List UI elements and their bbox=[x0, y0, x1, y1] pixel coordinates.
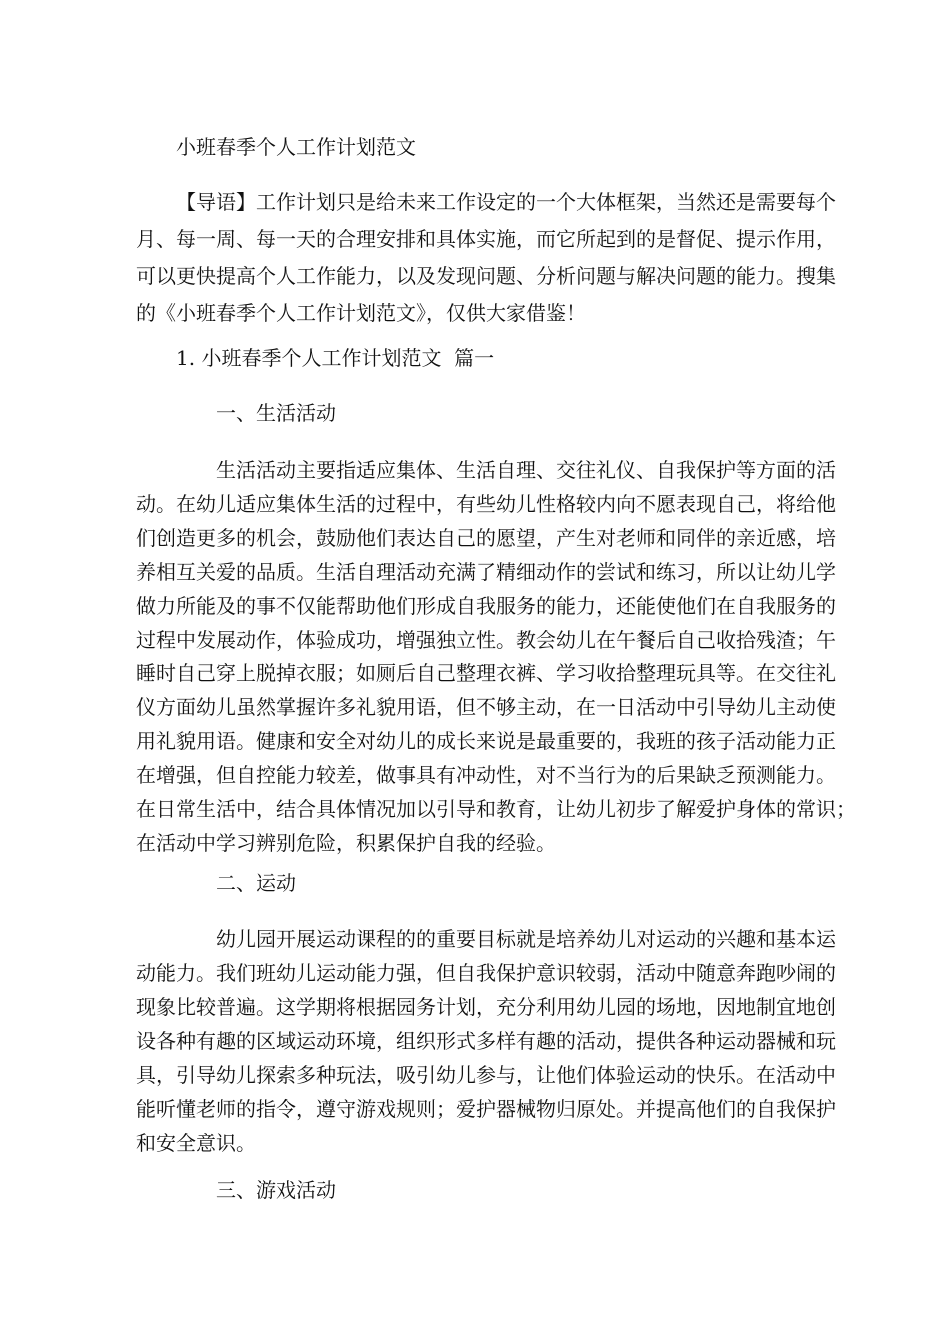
body-line: 在活动中学习辨别危险，积累保护自我的经验。 bbox=[136, 831, 556, 855]
body-line: 设各种有趣的区域运动环境，组织形式多样有趣的活动，提供各种运动器械和玩 bbox=[136, 1029, 836, 1053]
section-heading: 三、游戏活动 bbox=[216, 1178, 336, 1202]
body-line: 生活活动主要指适应集体、生活自理、交往礼仪、自我保护等方面的活 bbox=[216, 458, 836, 482]
body-line: 仪方面幼儿虽然掌握许多礼貌用语，但不够主动，在一日活动中引导幼儿主动使 bbox=[136, 695, 836, 719]
body-line: 和安全意识。 bbox=[136, 1131, 256, 1155]
body-line: 动。在幼儿适应集体生活的过程中，有些幼儿性格较内向不愿表现自己，将给他 bbox=[136, 492, 836, 516]
intro-line: 可以更快提高个人工作能力，以及发现问题、分析问题与解决问题的能力。搜集 bbox=[136, 264, 836, 288]
body-line: 们创造更多的机会，鼓励他们表达自己的愿望，产生对老师和同伴的亲近感，培 bbox=[136, 526, 836, 550]
intro-line: 的《小班春季个人工作计划范文》，仅供大家借鉴！ bbox=[136, 301, 586, 325]
body-line: 具，引导幼儿探索多种玩法，吸引幼儿参与，让他们体验运动的快乐。在活动中 bbox=[136, 1063, 836, 1087]
body-line: 养相互关爱的品质。生活自理活动充满了精细动作的尝试和练习，所以让幼儿学 bbox=[136, 560, 836, 584]
body-line: 在日常生活中，结合具体情况加以引导和教育，让幼儿初步了解爱护身体的常识； bbox=[136, 797, 856, 821]
body-line: 幼儿园开展运动课程的的重要目标就是培养幼儿对运动的兴趣和基本运 bbox=[216, 927, 836, 951]
document-title: 小班春季个人工作计划范文 bbox=[176, 135, 416, 159]
body-line: 用礼貌用语。健康和安全对幼儿的成长来说是最重要的，我班的孩子活动能力正 bbox=[136, 729, 836, 753]
body-line: 做力所能及的事不仅能帮助他们形成自我服务的能力，还能使他们在自我服务的 bbox=[136, 594, 836, 618]
body-line: 过程中发展动作，体验成功，增强独立性。教会幼儿在午餐后自己收拾残渣；午 bbox=[136, 628, 836, 652]
body-line: 在增强，但自控能力较差，做事具有冲动性，对不当行为的后果缺乏预测能力。 bbox=[136, 763, 836, 787]
intro-line: 月、每一周、每一天的合理安排和具体实施，而它所起到的是督促、提示作用， bbox=[136, 227, 836, 251]
section-heading: 一、生活活动 bbox=[216, 401, 336, 425]
body-line: 能听懂老师的指令，遵守游戏规则；爱护器械物归原处。并提高他们的自我保护 bbox=[136, 1097, 836, 1121]
article-heading: 1. 小班春季个人工作计划范文 篇一 bbox=[176, 346, 495, 370]
body-line: 现象比较普遍。这学期将根据园务计划，充分利用幼儿园的场地，因地制宜地创 bbox=[136, 995, 836, 1019]
section-heading: 二、运动 bbox=[216, 871, 296, 895]
body-line: 睡时自己穿上脱掉衣服；如厕后自己整理衣裤、学习收拾整理玩具等。在交往礼 bbox=[136, 661, 836, 685]
intro-line: 【导语】工作计划只是给未来工作设定的一个大体框架，当然还是需要每个 bbox=[176, 190, 836, 214]
body-line: 动能力。我们班幼儿运动能力强，但自我保护意识较弱，活动中随意奔跑吵闹的 bbox=[136, 961, 836, 985]
